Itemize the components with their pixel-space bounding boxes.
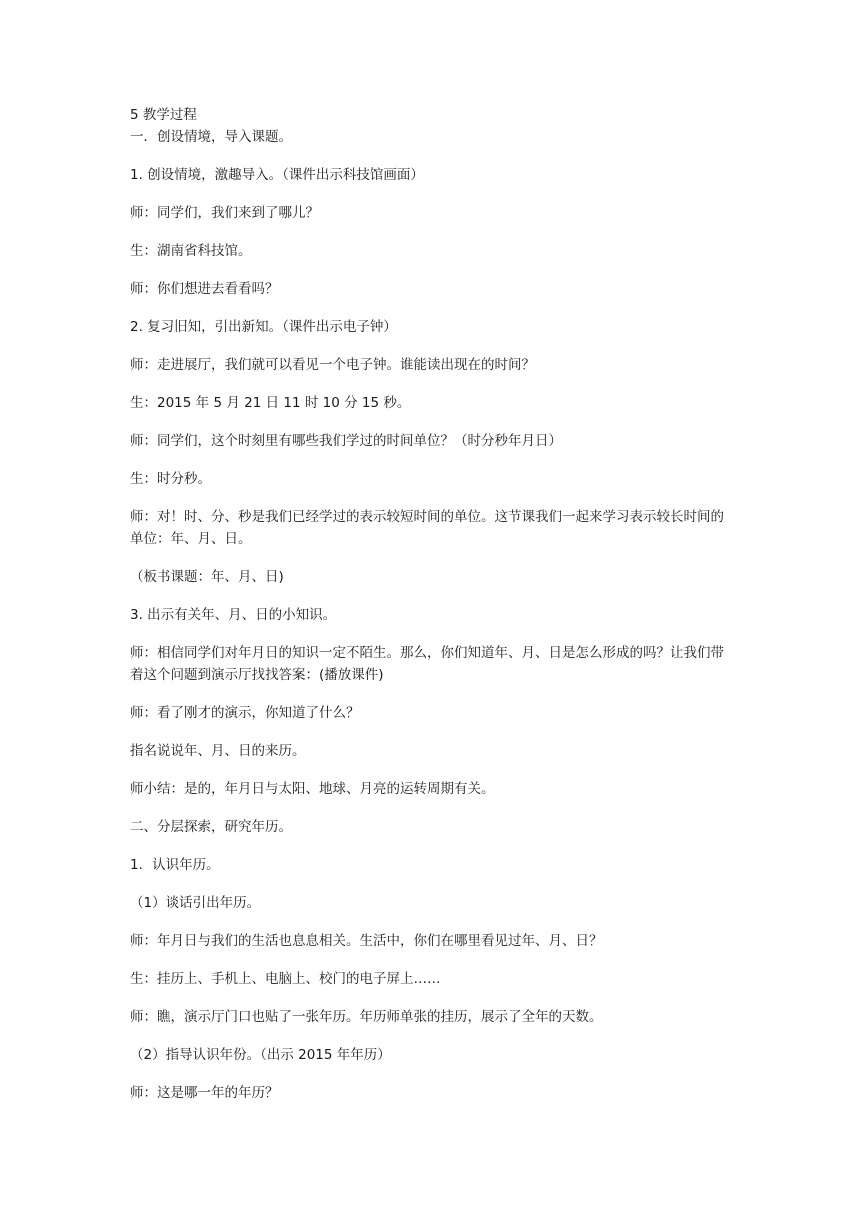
paragraph: 师：你们想进去看看吗？ <box>130 281 279 297</box>
paragraph: 师：走进展厅，我们就可以看见一个电子钟。谁能读出现在的时间？ <box>130 357 535 373</box>
paragraph: 师：看了刚才的演示，你知道了什么？ <box>130 705 360 721</box>
paragraph: 师：同学们，我们来到了哪儿？ <box>130 205 319 221</box>
paragraph: （2）指导认识年份。（出示 2015 年年历） <box>130 1047 391 1063</box>
paragraph: 3. 出示有关年、月、日的小知识。 <box>130 607 337 623</box>
paragraph: 指名说说年、月、日的来历。 <box>130 743 306 759</box>
paragraph: 2. 复习旧知，引出新知。（课件出示电子钟） <box>130 319 397 335</box>
section-title: 二、分层探索，研究年历。 <box>130 819 292 835</box>
paragraph: 师小结：是的，年月日与太阳、地球、月亮的运转周期有关。 <box>130 781 495 797</box>
paragraph: 师：相信同学们对年月日的知识一定不陌生。那么，你们知道年、月、日是怎么形成的吗？让我们带着这个问题到演示厅找找答案：(播放课件) <box>130 645 724 683</box>
paragraph: 1．认识年历。 <box>130 857 220 873</box>
paragraph: 生：2015 年 5 月 21 日 11 时 10 分 15 秒。 <box>130 395 411 411</box>
paragraph: 1. 创设情境，激趣导入。（课件出示科技馆画面） <box>130 167 424 183</box>
paragraph: 生：挂历上、手机上、电脑上、校门的电子屏上…… <box>130 971 441 987</box>
paragraph: 师：这是哪一年的年历？ <box>130 1085 279 1101</box>
paragraph: 师：瞧，演示厅门口也贴了一张年历。年历师单张的挂历，展示了全年的天数。 <box>130 1009 603 1025</box>
paragraph: 生：湖南省科技馆。 <box>130 243 252 259</box>
paragraph: 生：时分秒。 <box>130 471 211 487</box>
paragraph: （1）谈话引出年历。 <box>130 895 261 911</box>
section-title: 一．创设情境，导入课题。 <box>130 129 292 145</box>
section-heading: 5 教学过程 <box>130 107 197 123</box>
document-body <box>130 104 730 1120</box>
paragraph: 师：对！时、分、秒是我们已经学过的表示较短时间的单位。这节课我们一起来学习表示较长时间的单位：年、月、日。 <box>130 509 724 547</box>
paragraph: 师：同学们，这个时刻里有哪些我们学过的时间单位？（时分秒年月日） <box>130 433 562 449</box>
paragraph: 师：年月日与我们的生活也息息相关。生活中，你们在哪里看见过年、月、日？ <box>130 933 603 949</box>
paragraph: （板书课题：年、月、日) <box>130 569 284 585</box>
